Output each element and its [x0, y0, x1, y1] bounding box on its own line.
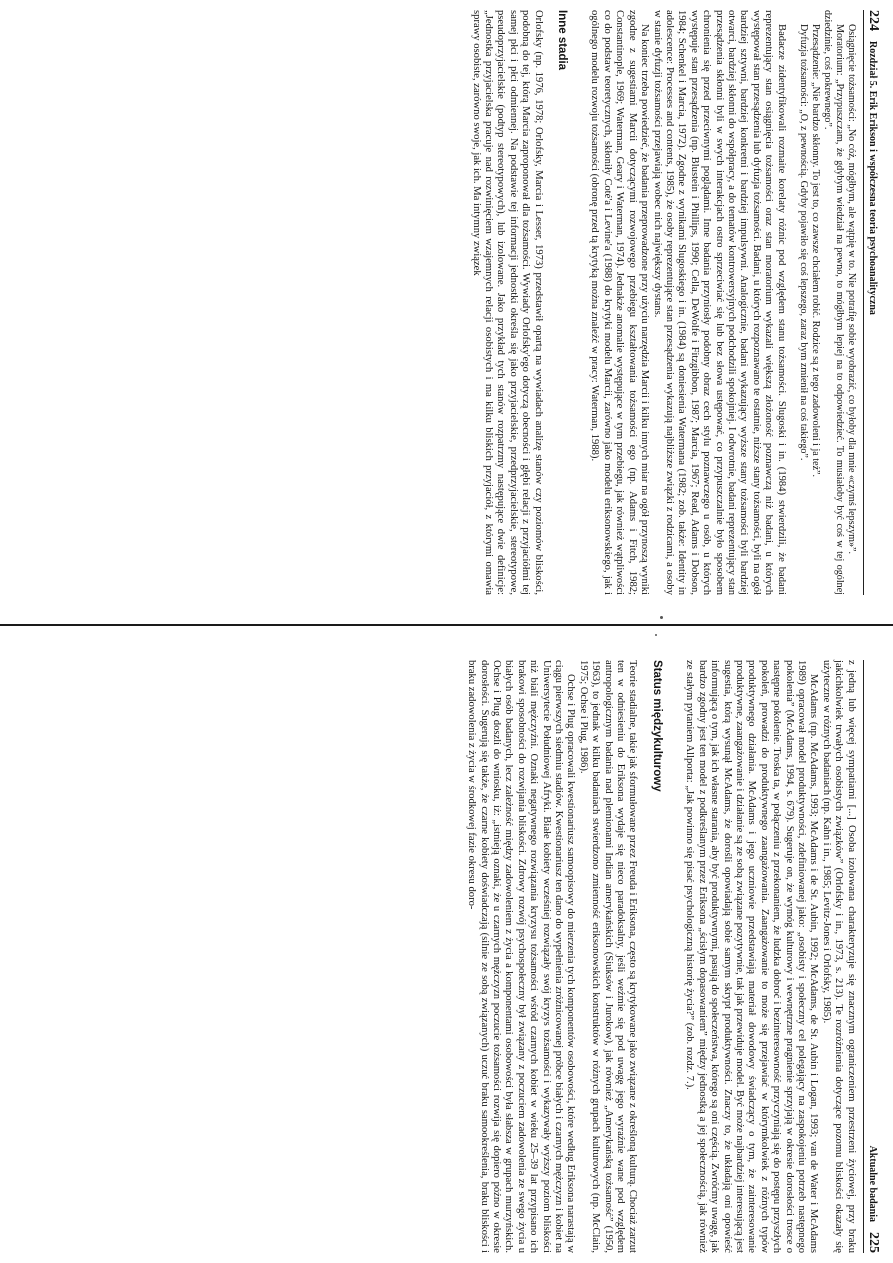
- body-paragraph: Teorie stadialne, takie jak sformułowane przez Freuda i Eriksona, często są krytykowane jako związane z określoną kulturą. Chociaż zarzut ten w odniesieniu do Eriksona wydaje się nieco paradoksalny, jeśli weźmie się pod uwagę jego wyraźnie wane pod względem antropologicznym badania nad plemionami Indian amerykańskich (Siuksów i Jurokow), jak również „Amerykańską tożsamość” (1950, 1963), to jednak w kilku badaniach stwierdzono zmienność eriksonowskich konstruktów w różnych grupach kulturowych (np. McClain, 1975; Ochse i Plug, 1986).: [577, 660, 639, 1253]
- body-paragraph: Orlofsky (np. 1976, 1978; Orlofsky, Marcia i Lesser, 1973) przedstawił opartą na wywiadach analizę stanów czy poziomów bliskości, podobną do tej, którą Marcia zaproponował dla tożsamości. Wywiady Orlofsky'ego dotyczą obecności i głębi relacji z przyjaciółmi tej samej płci i płci odmiennej. Na podstawie tej informacji jednostki określa się jako przyjacielskie, przedprzyjacielskie, stereotypowe, pseudoprzyjacielskie (podtyp stereotypowych), lub izolowane. Jako przykład tych stanów rozpatrzmy następujące dwie definicje: „Jednostka przyjacielska pracuje nad rozwinięciem wzajemnych relacji osobistych i ma kilku bliskich przyjaciół, z którymi omawia sprawy osobiste, zarówno swoje, jak ich. Ma intymny związek: [470, 10, 544, 595]
- gutter-line: [0, 624, 893, 626]
- body-paragraph: Ochse i Plug opracowali kwestionariusz samoopisowy do mierzenia tych komponentów osobowości, które według Eriksona narastają w ciągu pierwszych siedmiu stadiów. Kwestionariusz ten dano do wypełnienia zróżnicowanej próbce białych i czarnych mężczyzn i kobiet na Uniwersytecie Południowej Afryki. Białe kobiety wcześniej rozwiązały swój kryzys tożsamości i wykazywały wyższy poziom bliskości niż biali mężczyźni. Oznaki negatywnego rozwiązania kryzysu tożsamości wśród czarnych kobiet w wieku 25–39 lat przypisano ich brakowi sposobności do rozwijania bliskości. Zdrowy rozwój psychospołeczny był związany z poczuciem zadowolenia ze swego życia u białych osób badanych, lecz zależność między zadowoleniem z życia a komponentami osobowości była słabsza w grupach murzyńskich. Ochse i Plug doszli do wniosku, iż: „istnieją oznaki, że u czarnych mężczyzn poczucie tożsamości rozwija się dopiero późno w okresie dorosłości. Sugerują się także, że czarne kobiety doświadczają (silnie ze sobą związanych) uczuć braku samookreślenia, braku bliskości i braku zadowolenia z życia w środkowej fazie okresu doro-: [466, 660, 577, 1253]
- quote-paragraph: Przesądzenie: „Nie bardzo skłonny. To jest to, co zawsze chciałem robić. Rodzice są z tego zadowoleni i ja też”.: [809, 24, 821, 478]
- body-paragraph: McAdams (np. McAdams, 1993; McAdams i de St. Aubin, 1992; McAdams, de St. Aubin i Logan, 1993; van de Water i McAdams 1989) opracował model produktywności, zdefiniowanej jako: „osobisty i społeczny cel polegający na zaspokojeniu potrzeb następnego pokolenia” (McAdams, 1994, s. 679). Sugeruje on, że wymóg kulturowy i wewnętrzne pragnienie sprzyjają w okresie dorosłości trosce o następne pokolenie. Troska ta, w połączeniu z przekonaniem, że ludzka dobroć i bezinteresowność przyczyniają się do postępu przyszłych pokoleń, prowadzi do produktywnego zaangażowania. Zaangażowanie to może się przejawiać w którymkolwiek z różnych typów produktywnego działania. McAdams i jego uczniowie przedstawiają materiał dowodowy świadczący o tym, że zainteresowanie produktywne, zaangażowanie i działanie są ze sobą związane pozytywnie, tak jak przewiduje model. Być może najbardziej interesującą jest sugestia, którą wysunął McAdams, że dorośli opowiadają sobie samym skrypt produktywności. Znaczy to, że układają oni opowieść informującą o tym, jak ich własne starania, aby być produktywnymi, pasują do społeczeństwa, którego są oni częścią. Zwróćmy uwagę, jak bardzo zgodny jest ten model z podkreślanym przez Eriksona „ścisłym dopasowaniem” między jednostką a jej społecznością, jak również ze stałym pytaniem Allporta: „Jak powinno się pisać psychologiczną historię życia?” (zob. rozdz. 7.).: [684, 660, 820, 1253]
- quote-paragraph: Dyfuzja tożsamości: „O, z pewnością. Gdyby pojawiło się coś lepszego, zaraz bym zmienił na coś takiego”.: [797, 24, 809, 461]
- left-page: [11, 10, 879, 595]
- scan-speck: [660, 616, 663, 619]
- body-paragraph: Badacze zidentyfikowali rozmaite korelaty różnic pod względem stanu tożsamości. Slugoski i in. (1984) stwierdzili, że badani reprezentujący stan osiągnięcia tożsamości oraz stan moratorium wykazali większą złożoność poznawczą niż badani, u których występował stan przesądzenia lub dyfuzja tożsamości. Badani, u których rozpoznawano te ostatnie, niższe stany tożsamości, byli na ogół bardziej sztywni, bardziej konkretni i bardziej impulsywni. Analogicznie, badani wykazujący wyższe stany tożsamości byli bardziej otwarci, bardziej skłonni do współpracy, a do tematów kontrowersyjnych podchodzili spokojniej. I odwrotnie, badani reprezentujący stan przesądzenia skłonni byli w swych interakcjach ostro sprzeciwiać się lub bez słowa ustępować, co przypuszczalnie było sposobem chronienia się przed przeciwnymi poglądami. Inne badania przyniosły podobny obraz cech stylu poznawczego u osób, u których występuje stan przesądzenia (np. Blustein i Phillips, 1990; Cella, DeWolfe i Fitzgibbon, 1987; Marcia, 1967; Read, Adams i Dobson, 1984; Schenkel i Marcia, 1972). Zgodne z wynikami Slugoskiego i in. (1984) są doniesienia Watermana (1982; zob. także: Identity in adolescence: Processes and contents, 1985), że osoby reprezentujące stan przesądzenia wykazują najbliższe związki z rodzicami, a osoby w stanie dyfuzji tożsamości przejawiają wobec nich największy dystans.: [651, 10, 787, 595]
- scan-speck: [655, 634, 657, 636]
- quote-paragraph: Osiągnięcie tożsamości: „No cóż, mógłbym, ale wątpię w to. Nie potrafię sobie wyobrazić, co byłoby dla mnie «czymś lepszym»”.: [845, 24, 857, 555]
- intro-quotes: [797, 10, 857, 595]
- quote-paragraph: Moratorium: „Przypuszczam, że gdybym wiedział na pewno, to mógłbym lepiej na to odpowiedzieć. To musiałoby być coś w tej ogólnej dziedzinie, coś pokrewnego”.: [821, 10, 845, 595]
- section-heading-status-miedzykulturowy: Status międzykulturowy: [650, 660, 663, 792]
- running-head-right: [863, 660, 879, 1253]
- section-heading-inne-stadia: Inne stadia: [556, 10, 569, 71]
- right-page: [11, 660, 879, 1253]
- body-paragraph: Na koniec trzeba powiedzieć, że badania przeprowadzone przy użyciu narzędzia Marcii i kilku innych miar na ogół przynoszą wyniki zgodne z sugestiami Marcii dotyczącymi rozwojowego przebiegu kształtowania tożsamości ego (np. Adams i Fitch, 1982; Constantinople, 1969; Waterman, Geary i Waterman, 1974). Jednakże anomalie występujące w tym przebiegu, jak również wątpliwości co do podstaw teoretycznych, skłoniły Coté'a i Levine'a (1988) do krytyki modelu Marcii, zarówno jako modelu eriksonowskiego, jak i ogólnego modelu rozwoju tożsamości (obronę przed tą krytyką można znaleźć w pracy: Waterman, 1988).: [589, 10, 651, 595]
- running-head-left: [863, 10, 879, 595]
- running-head-title-left: Rozdział 5. Erik Erikson i współczesna teoria psychoanalityczna: [867, 41, 878, 315]
- body-paragraph: z jedną lub więcej sympatiami [...] Osoba izolowana charakteryzuje się znacznym ograniczeniem przestrzeni życiowej, przy braku jakichkolwiek trwałych osobistych związków” (Orlofsky i in., 1973, s. 213). Te rozróżnienia dotyczące pozomu bliskości okazały się użyteczne w różnych badaniach (np. Kahn i in., 1985; Levitz-Jones i Orlofsky, 1985).: [820, 660, 857, 1253]
- book-gutter: [0, 606, 893, 648]
- page-number-right: 225: [866, 1232, 881, 1253]
- running-head-title-right: Aktualne badania: [867, 1145, 878, 1222]
- page-number-left: 224: [866, 10, 881, 31]
